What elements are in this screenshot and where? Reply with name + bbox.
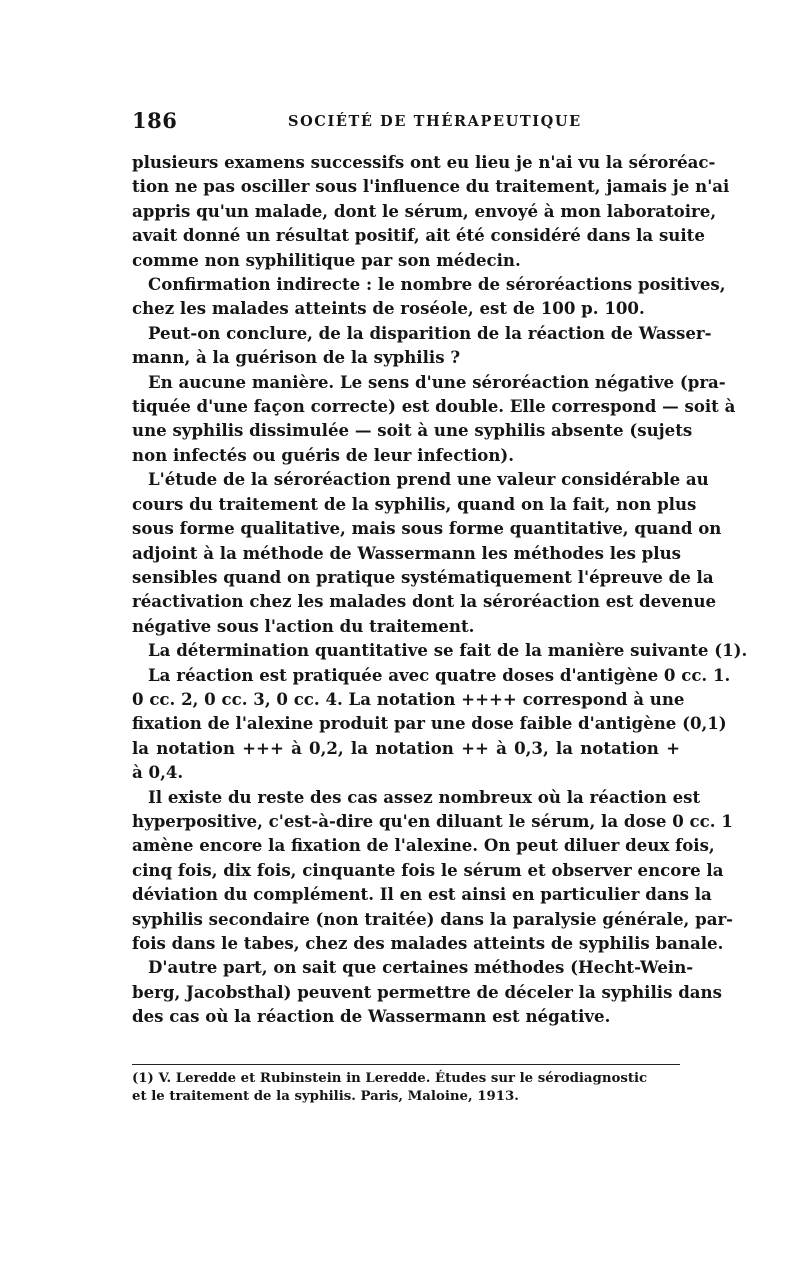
text-line: Peut-on conclure, de la disparition de la réaction de Wasser- — [148, 322, 712, 343]
text-line: à 0,4. — [132, 762, 184, 783]
text-line: cours du traitement de la syphilis, quand on la fait, non plus — [132, 493, 697, 514]
text-line: fois dans le tabes, chez des malades atteints de syphilis banale. — [132, 933, 724, 953]
body-text — [132, 150, 748, 1029]
text-line: plusieurs examens successifs ont eu lieu je n'ai vu la séroréac- — [132, 152, 716, 172]
text-line: sous forme qualitative, mais sous forme quantitative, quand on — [132, 518, 722, 539]
footnote-rule — [132, 1064, 680, 1065]
text-line: la notation +++ à 0,2, la notation ++ à 0,3, la notation + — [132, 737, 680, 758]
text-line: chez les malades atteints de roséole, est de 100 p. 100. — [132, 298, 645, 319]
footnote — [132, 1070, 680, 1106]
text-line: berg, Jacobsthal) peuvent permettre de déceler la syphilis dans — [132, 981, 722, 1002]
text-line: D'autre part, on sait que certaines méthodes (Hecht-Wein- — [148, 957, 694, 978]
text-line: avait donné un résultat positif, ait été considéré dans la suite — [132, 225, 705, 246]
text-line: une syphilis dissimulée — soit à une syphilis absente (sujets — [132, 420, 693, 441]
text-line: L'étude de la séroréaction prend une valeur considérable au — [148, 469, 709, 490]
text-line: adjoint à la méthode de Wassermann les méthodes les plus — [132, 542, 681, 563]
text-line: non infectés ou guéris de leur infection). — [132, 444, 515, 465]
text-line: mann, à la guérison de la syphilis ? — [132, 347, 461, 368]
text-line: appris qu'un malade, dont le sérum, envoyé à mon laboratoire, — [132, 200, 717, 221]
text-line: négative sous l'action du traitement. — [132, 615, 475, 636]
text-line: réactivation chez les malades dont la séroréaction est devenue — [132, 591, 717, 612]
running-head: SOCIÉTÉ DE THÉRAPEUTIQUE — [288, 113, 582, 130]
text-line: syphilis secondaire (non traitée) dans la paralysie générale, par- — [132, 908, 734, 929]
text-line: La détermination quantitative se fait de la manière suivante (1). — [148, 640, 748, 661]
text-line: En aucune manière. Le sens d'une séroréaction négative (pra- — [148, 371, 726, 392]
page-header — [132, 108, 680, 136]
text-line: 0 cc. 2, 0 cc. 3, 0 cc. 4. La notation ++++ correspond à une — [132, 688, 685, 709]
footnote-line: (1) V. Leredde et Rubinstein in Leredde. Études sur le sérodiagnostic — [132, 1071, 648, 1086]
text-line: Confirmation indirecte : le nombre de séroréactions positives, — [148, 274, 726, 295]
text-line: sensibles quand on pratique systématiquement l'épreuve de la — [132, 566, 714, 587]
text-line: cinq fois, dix fois, cinquante fois le sérum et observer encore la — [132, 859, 724, 880]
footnote-line: et le traitement de la syphilis. Paris, Maloine, 1913. — [132, 1089, 519, 1104]
text-line: tion ne pas osciller sous l'influence du traitement, jamais je n'ai — [132, 176, 730, 197]
text-line: comme non syphilitique par son médecin. — [132, 249, 521, 270]
text-line: déviation du complément. Il en est ainsi en particulier dans la — [132, 884, 712, 905]
text-line: Il existe du reste des cas assez nombreux où la réaction est — [148, 786, 701, 807]
text-line: hyperpositive, c'est-à-dire qu'en diluant le sérum, la dose 0 cc. 1 — [132, 810, 733, 831]
text-line: tiquée d'une façon correcte) est double. Elle correspond — soit à — [132, 396, 736, 417]
text-line: fixation de l'alexine produit par une dose faible d'antigène (0,1) — [132, 713, 727, 734]
page-number: 186 — [132, 108, 178, 133]
text-line: La réaction est pratiquée avec quatre doses d'antigène 0 cc. 1. — [148, 664, 731, 685]
text-line: des cas où la réaction de Wassermann est négative. — [132, 1006, 611, 1027]
text-line: amène encore la fixation de l'alexine. On peut diluer deux fois, — [132, 835, 715, 856]
